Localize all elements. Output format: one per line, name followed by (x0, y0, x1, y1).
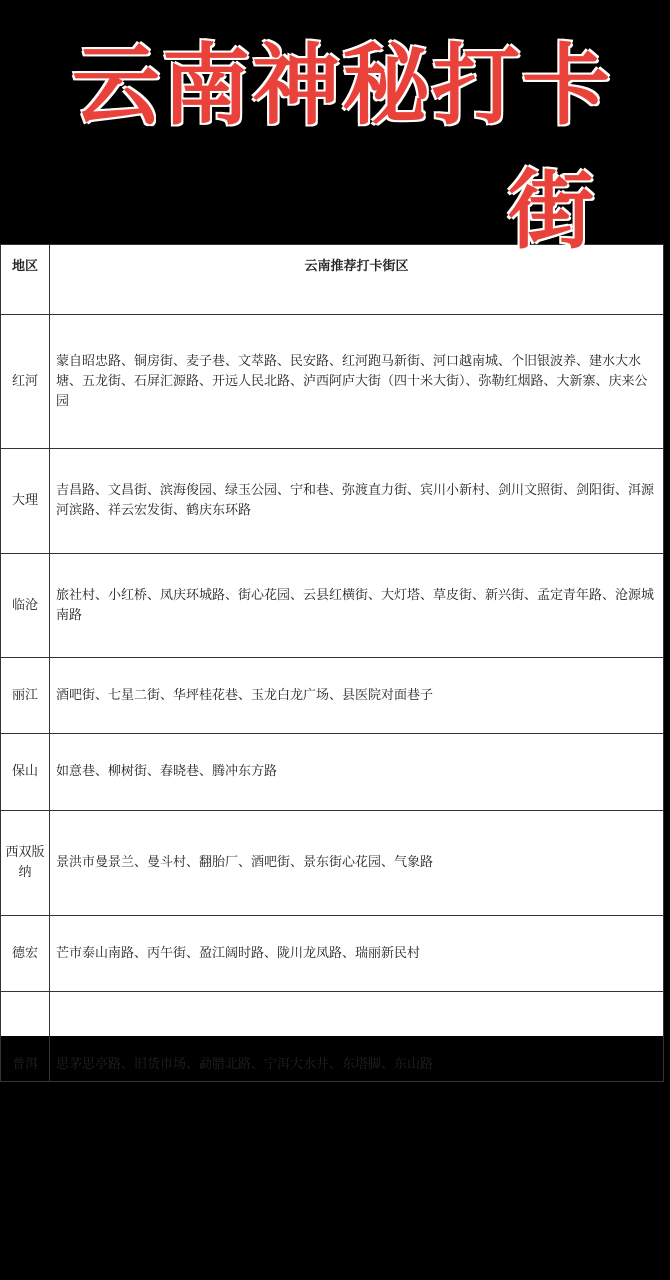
region-cell: 西双版纳 (1, 811, 50, 916)
region-cell: 红河 (1, 315, 50, 449)
table-row (1, 992, 664, 1082)
spots-cell: 蒙自昭忠路、铜房街、麦子巷、文萃路、民安路、红河跑马新街、河口越南城、个旧银波养、建水大水塘、五龙街、石屏汇源路、开远人民北路、泸西阿庐大街（四十米大街）、弥勒红烟路、大新寨、庆来公园 (50, 315, 664, 449)
spots-column-header: 云南推荐打卡街区 (50, 245, 664, 315)
table-row (1, 449, 664, 554)
region-cell: 保山 (1, 734, 50, 811)
region-cell: 普洱 (1, 992, 50, 1082)
region-column-header: 地区 (1, 245, 50, 315)
spots-cell: 景洪市曼景兰、曼斗村、翻胎厂、酒吧街、景东街心花园、气象路 (50, 811, 664, 916)
table-row (1, 554, 664, 658)
table-row (1, 811, 664, 916)
table-row (1, 916, 664, 992)
table-row (1, 734, 664, 811)
streets-table-sheet (0, 244, 664, 1072)
page-title: 云南神秘打卡 (72, 34, 613, 137)
spots-cell: 旅社村、小红桥、凤庆环城路、街心花园、云县红横街、大灯塔、草皮街、新兴街、孟定青年路、沧源城南路 (50, 554, 664, 658)
region-cell: 丽江 (1, 658, 50, 734)
table-row (1, 315, 664, 449)
spots-cell: 酒吧街、七星二街、华坪桂花巷、玉龙白龙广场、县医院对面巷子 (50, 658, 664, 734)
table-row (1, 658, 664, 734)
page-title-continuation: 街 (508, 161, 594, 261)
spots-cell: 思茅思亭路、旧货市场、勐腊北路、宁洱大水井、东塔脚、东山路 (50, 992, 664, 1082)
spots-cell: 吉昌路、文昌街、滨海俊园、绿玉公园、宁和巷、弥渡直力街、宾川小新村、剑川文照街、剑阳街、洱源河滨路、祥云宏发街、鹤庆东环路 (50, 449, 664, 554)
spots-cell: 芒市泰山南路、丙午街、盈江阔时路、陇川龙凤路、瑞丽新民村 (50, 916, 664, 992)
region-cell: 大理 (1, 449, 50, 554)
spots-cell: 如意巷、柳树街、春晓巷、腾冲东方路 (50, 734, 664, 811)
region-cell: 德宏 (1, 916, 50, 992)
streets-table (0, 244, 664, 1082)
region-cell: 临沧 (1, 554, 50, 658)
